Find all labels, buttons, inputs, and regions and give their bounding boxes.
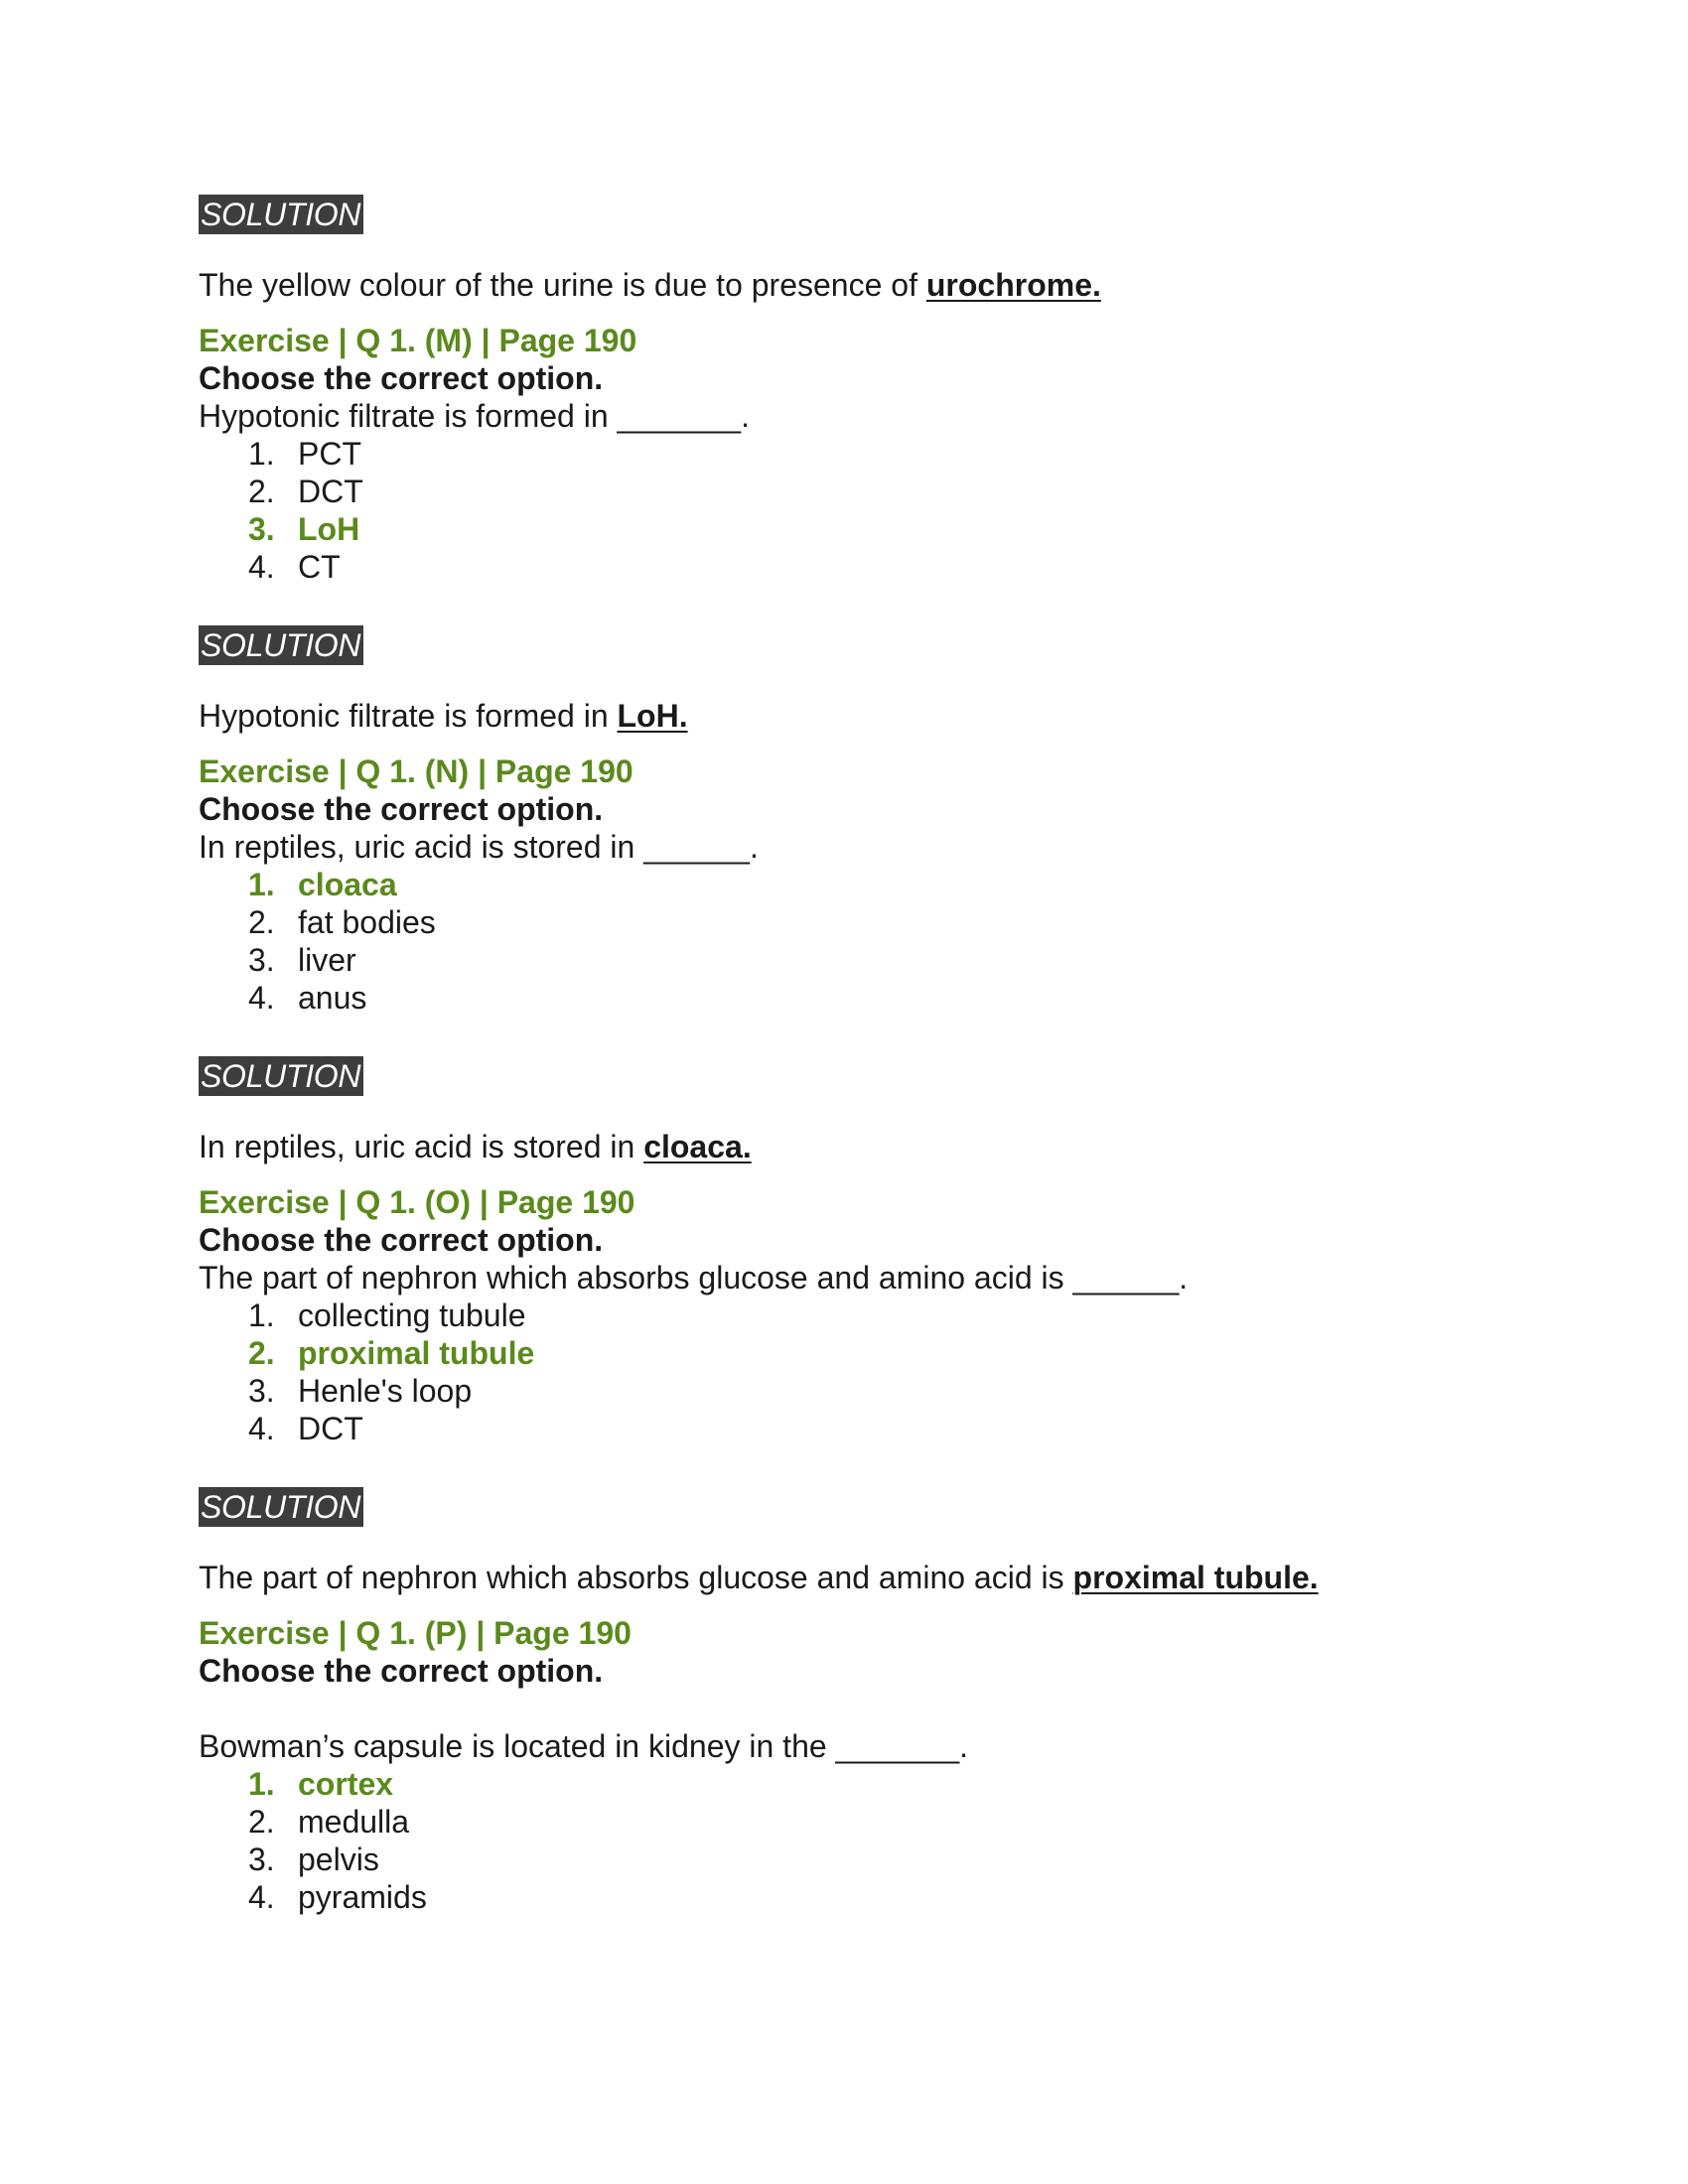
option-label: PCT (298, 436, 361, 472)
option-label: liver (298, 942, 356, 978)
option-number: 2. (248, 474, 275, 509)
option-number: 2. (248, 904, 275, 940)
solution-answer: urochrome. (925, 267, 1101, 303)
option-number: 1. (248, 1766, 275, 1802)
option-item (248, 435, 1489, 473)
exercise-q1-m (199, 322, 1489, 586)
document-page (199, 195, 1489, 1916)
option-item-correct (248, 1334, 1489, 1372)
option-number: 1. (248, 436, 275, 472)
exercise-heading: Exercise | Q 1. (P) | Page 190 (199, 1615, 632, 1651)
exercise-q1-n (199, 752, 1489, 1017)
option-label: Henle's loop (298, 1373, 473, 1409)
exercise-question: In reptiles, uric acid is stored in ______. (199, 829, 759, 865)
option-item (248, 1297, 1489, 1334)
option-label: DCT (298, 1411, 363, 1446)
options-list (199, 435, 1489, 586)
options-list (199, 1297, 1489, 1447)
option-label: proximal tubule (298, 1335, 535, 1371)
exercise-instruction: Choose the correct option. (199, 360, 604, 396)
option-label: medulla (298, 1804, 410, 1840)
option-label: cloaca (298, 867, 397, 902)
option-number: 3. (248, 1373, 275, 1409)
solution-block-intro (199, 195, 1489, 304)
option-number: 4. (248, 1879, 275, 1915)
exercise-instruction: Choose the correct option. (199, 791, 604, 827)
option-number: 1. (248, 867, 275, 902)
option-item (248, 473, 1489, 510)
option-item (248, 1841, 1489, 1878)
solution-text (199, 1128, 1489, 1165)
option-item (248, 1878, 1489, 1916)
solution-block-o (199, 1487, 1489, 1596)
exercise-question: Hypotonic filtrate is formed in _______. (199, 398, 750, 434)
option-number: 3. (248, 942, 275, 978)
solution-text (199, 697, 1489, 735)
option-label: CT (298, 549, 341, 585)
option-item (248, 548, 1489, 586)
option-label: cortex (298, 1766, 394, 1802)
solution-text (199, 1559, 1489, 1596)
solution-block-m (199, 625, 1489, 735)
exercise-question: Bowman’s capsule is located in kidney in the _______. (199, 1728, 969, 1764)
option-label: anus (298, 980, 367, 1016)
solution-badge: SOLUTION (199, 195, 363, 234)
option-label: DCT (298, 474, 363, 509)
solution-sentence: The part of nephron which absorbs glucose and amino acid is (199, 1560, 1073, 1595)
exercise-heading: Exercise | Q 1. (M) | Page 190 (199, 323, 637, 358)
option-number: 3. (248, 1842, 275, 1877)
option-item (248, 941, 1489, 979)
solution-badge: SOLUTION (199, 625, 363, 665)
option-number: 4. (248, 1411, 275, 1446)
solution-answer: proximal tubule. (1072, 1560, 1319, 1595)
solution-badge: SOLUTION (199, 1056, 363, 1096)
exercise-question: The part of nephron which absorbs glucose and amino acid is ______. (199, 1260, 1189, 1296)
option-item (248, 1372, 1489, 1410)
exercise-instruction: Choose the correct option. (199, 1222, 604, 1258)
option-item-correct (248, 510, 1489, 548)
exercise-q1-p (199, 1614, 1489, 1916)
solution-sentence: Hypotonic filtrate is formed in (199, 698, 618, 734)
option-number: 3. (248, 511, 275, 547)
option-label: LoH (298, 511, 360, 547)
options-list (199, 1765, 1489, 1916)
option-item (248, 1803, 1489, 1841)
exercise-instruction: Choose the correct option. (199, 1653, 604, 1689)
option-label: fat bodies (298, 904, 436, 940)
option-label: pelvis (298, 1842, 379, 1877)
exercise-heading: Exercise | Q 1. (N) | Page 190 (199, 753, 633, 789)
spacer (199, 1017, 1489, 1056)
option-number: 4. (248, 980, 275, 1016)
option-item (248, 1410, 1489, 1447)
exercise-heading: Exercise | Q 1. (O) | Page 190 (199, 1184, 635, 1220)
solution-badge: SOLUTION (199, 1487, 363, 1527)
option-item-correct (248, 866, 1489, 903)
option-label: collecting tubule (298, 1297, 526, 1333)
options-list (199, 866, 1489, 1017)
option-number: 2. (248, 1804, 275, 1840)
option-number: 1. (248, 1297, 275, 1333)
option-number: 4. (248, 549, 275, 585)
option-number: 2. (248, 1335, 275, 1371)
solution-answer: cloaca. (643, 1129, 752, 1164)
solution-sentence: In reptiles, uric acid is stored in (199, 1129, 644, 1164)
option-item (248, 903, 1489, 941)
solution-answer: LoH. (617, 698, 688, 734)
exercise-q1-o (199, 1183, 1489, 1447)
option-label: pyramids (298, 1879, 427, 1915)
spacer (199, 1447, 1489, 1487)
solution-text (199, 266, 1489, 304)
option-item-correct (248, 1765, 1489, 1803)
solution-sentence: The yellow colour of the urine is due to presence of (199, 267, 926, 303)
option-item (248, 979, 1489, 1017)
spacer (199, 586, 1489, 625)
solution-block-n (199, 1056, 1489, 1165)
